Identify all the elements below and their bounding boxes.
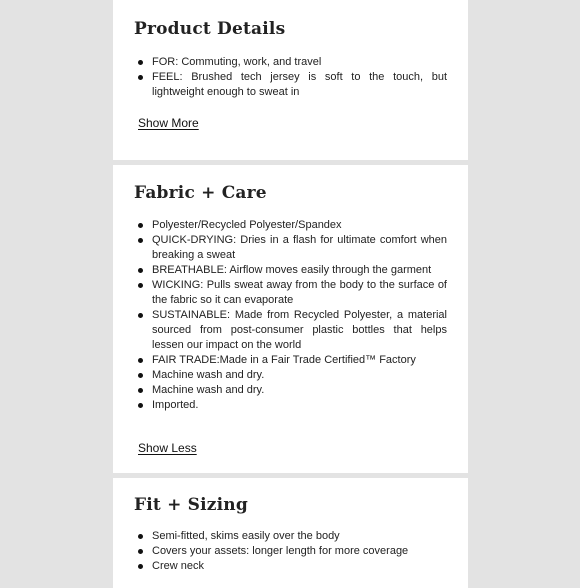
- list-item: SUSTAINABLE: Made from Recycled Polyester, a material sourced from post-consumer plastic bottles that helps lessen our impact on the world: [134, 308, 447, 353]
- fit-sizing-card: [113, 478, 468, 588]
- fabric-care-card: [113, 165, 468, 473]
- list-item: WICKING: Pulls sweat away from the body to the surface of the fabric so it can evaporate: [134, 278, 447, 308]
- list-item: Machine wash and dry.: [134, 383, 447, 398]
- product-details-list: [134, 55, 447, 100]
- list-item: FOR: Commuting, work, and travel: [134, 55, 447, 70]
- list-item: Crew neck: [134, 559, 447, 574]
- fabric-care-title: Fabric + Care: [134, 183, 267, 203]
- fit-sizing-title: Fit + Sizing: [134, 495, 248, 515]
- list-item: QUICK-DRYING: Dries in a flash for ultimate comfort when breaking a sweat: [134, 233, 447, 263]
- product-info-column: [113, 0, 468, 580]
- product-details-title: Product Details: [134, 19, 286, 39]
- list-item: Semi-fitted, skims easily over the body: [134, 529, 447, 544]
- list-item: Polyester/Recycled Polyester/Spandex: [134, 218, 447, 233]
- fit-sizing-list: [134, 529, 447, 574]
- list-item: Covers your assets: longer length for more coverage: [134, 544, 447, 559]
- list-item: Machine wash and dry.: [134, 368, 447, 383]
- list-item: FEEL: Brushed tech jersey is soft to the touch, but lightweight enough to sweat in: [134, 70, 447, 100]
- show-less-link[interactable]: Show Less: [138, 441, 197, 455]
- list-item: BREATHABLE: Airflow moves easily through the garment: [134, 263, 447, 278]
- list-item: FAIR TRADE:Made in a Fair Trade Certified™ Factory: [134, 353, 447, 368]
- fabric-care-list: [134, 218, 447, 413]
- show-more-link[interactable]: Show More: [138, 116, 199, 130]
- list-item: Imported.: [134, 398, 447, 413]
- product-details-card: [113, 0, 468, 160]
